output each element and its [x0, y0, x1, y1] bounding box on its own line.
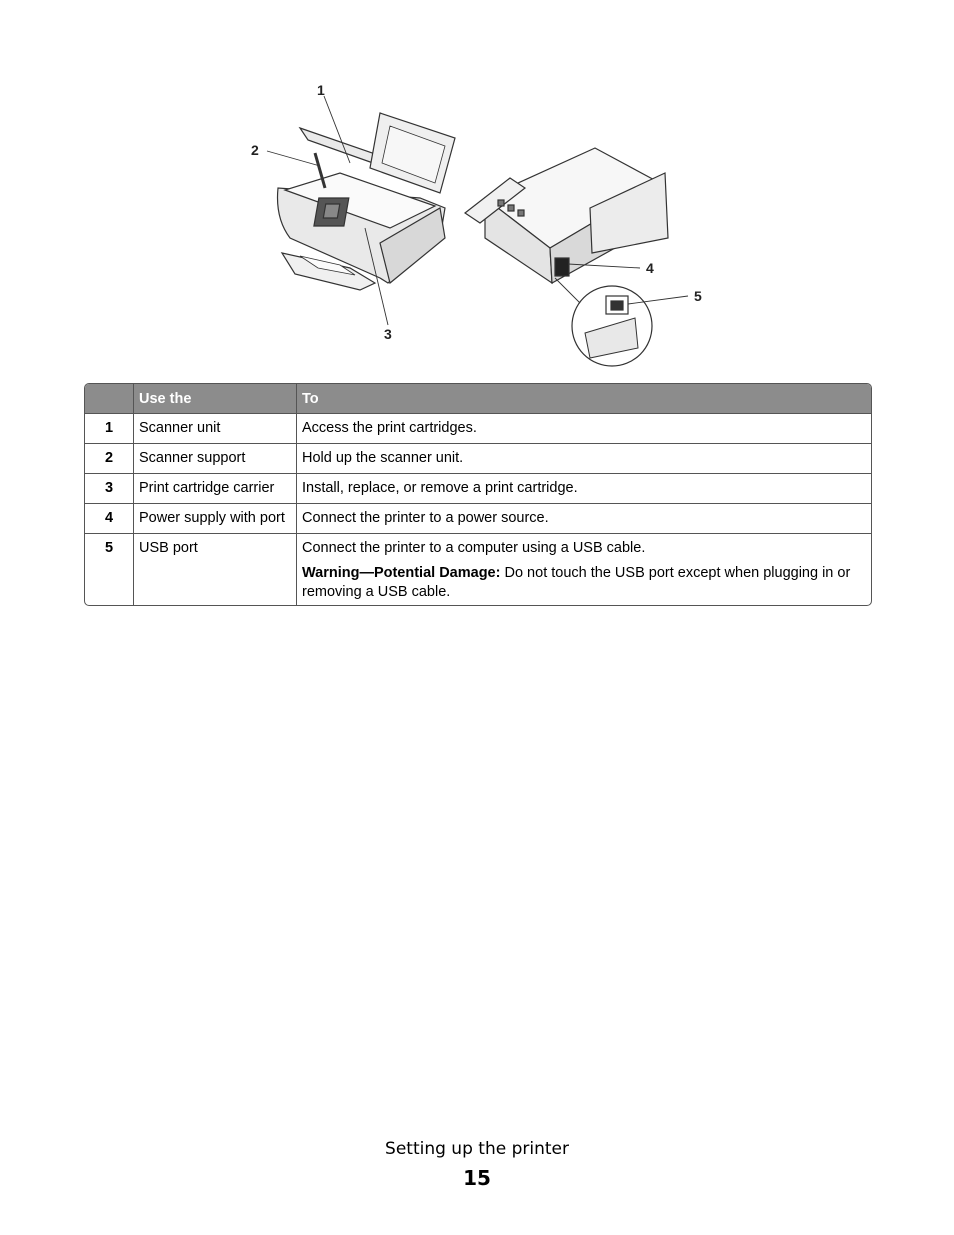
row-number: 3 [85, 474, 134, 503]
callout-4: 4 [646, 260, 654, 276]
printer-front-view [278, 113, 456, 290]
row-number: 5 [85, 534, 134, 605]
callout-1: 1 [317, 82, 325, 98]
row-purpose: Access the print cartridges. [302, 420, 477, 436]
callout-2: 2 [251, 142, 259, 158]
header-number [85, 384, 134, 413]
row-part: USB port [134, 534, 297, 605]
row-part: Print cartridge carrier [134, 474, 297, 503]
warning-text: Do not touch the USB port except when plugging in or removing a USB cable. [302, 565, 851, 600]
printer-diagram [240, 78, 720, 370]
section-title: Setting up the printer [385, 1139, 569, 1159]
row-number: 4 [85, 504, 134, 533]
row-part: Power supply with port [134, 504, 297, 533]
table-header-row [85, 384, 871, 413]
printer-back-view [465, 148, 668, 366]
callout-5: 5 [694, 288, 702, 304]
header-use-the: Use the [134, 384, 297, 413]
row-purpose: Install, replace, or remove a print cartridge. [302, 480, 578, 496]
table-row [85, 443, 871, 473]
row-purpose-cell [297, 534, 871, 605]
row-purpose: Hold up the scanner unit. [302, 450, 464, 466]
parts-table [84, 383, 872, 606]
header-to: To [302, 391, 319, 407]
table-row [85, 503, 871, 533]
warning-note [302, 564, 866, 602]
row-number: 2 [85, 444, 134, 473]
printer-illustration [240, 78, 720, 370]
warning-label: Warning—Potential Damage: [302, 565, 501, 581]
row-purpose: Connect the printer to a computer using a USB cable. [302, 540, 646, 556]
page-number: 15 [463, 1166, 491, 1190]
table-row [85, 533, 871, 605]
row-number: 1 [85, 414, 134, 443]
table-row [85, 473, 871, 503]
row-part: Scanner unit [134, 414, 297, 443]
row-part: Scanner support [134, 444, 297, 473]
callout-3: 3 [384, 326, 392, 342]
table-row [85, 413, 871, 443]
row-purpose: Connect the printer to a power source. [302, 510, 549, 526]
